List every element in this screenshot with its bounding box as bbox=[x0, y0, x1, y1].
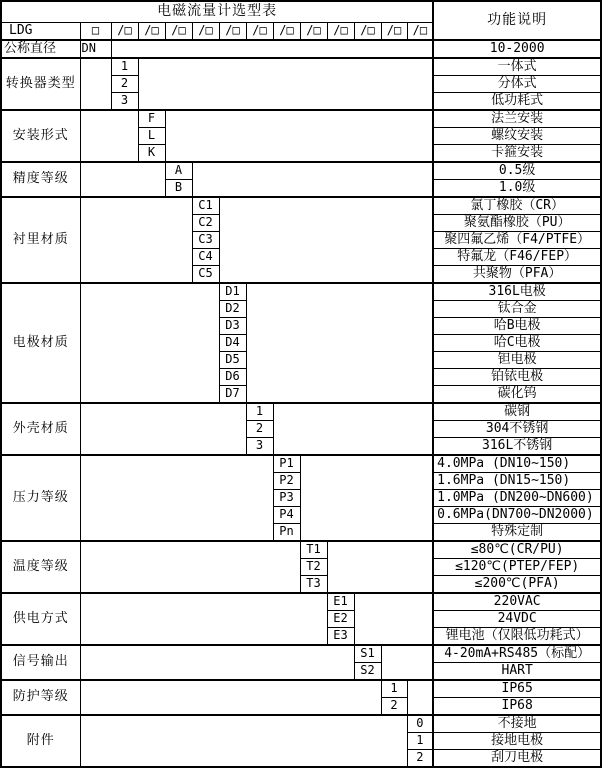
code-cell: 1 bbox=[381, 680, 407, 698]
section-label-installation-form: 安装形式 bbox=[1, 110, 80, 162]
code-cell: 1 bbox=[111, 58, 138, 76]
function-column-header: 功能说明 bbox=[433, 1, 601, 40]
code-cell: 2 bbox=[111, 75, 138, 92]
code-cell: K bbox=[138, 144, 165, 162]
desc-cell: 4.0MPa (DN10~150) bbox=[433, 455, 601, 473]
desc-cell: 钛合金 bbox=[433, 300, 601, 317]
desc-cell: 0.6MPa(DN700~DN2000) bbox=[433, 506, 601, 523]
code-cell: P2 bbox=[273, 472, 300, 489]
section-label-signal-output: 信号输出 bbox=[1, 645, 80, 680]
desc-cell: 螺纹安装 bbox=[433, 127, 601, 144]
code-cell: 2 bbox=[407, 749, 433, 767]
code-cell: E3 bbox=[327, 627, 354, 645]
section-label-nominal-diameter: 公称直径 bbox=[1, 40, 80, 58]
spacer bbox=[111, 40, 433, 58]
desc-cell: 聚四氟乙烯（F4/PTFE） bbox=[433, 231, 601, 248]
spacer bbox=[80, 455, 273, 541]
spacer bbox=[80, 715, 407, 767]
section-label-accessories: 附件 bbox=[1, 715, 80, 767]
spacer bbox=[80, 403, 246, 455]
spacer bbox=[80, 541, 300, 593]
spacer bbox=[80, 110, 138, 162]
code-cell: T3 bbox=[300, 575, 327, 593]
model-slot-box: /□ bbox=[138, 22, 165, 40]
code-cell: T1 bbox=[300, 541, 327, 559]
desc-cell: 铂铱电极 bbox=[433, 368, 601, 385]
model-slot-box: /□ bbox=[354, 22, 381, 40]
model-slot-box: /□ bbox=[300, 22, 327, 40]
code-cell: F bbox=[138, 110, 165, 128]
model-slot-box: /□ bbox=[111, 22, 138, 40]
code-cell: E2 bbox=[327, 610, 354, 627]
desc-cell: 接地电极 bbox=[433, 732, 601, 749]
code-cell: T2 bbox=[300, 558, 327, 575]
code-cell: D2 bbox=[219, 300, 246, 317]
spacer bbox=[273, 403, 433, 455]
section-label-converter-type: 转换器类型 bbox=[1, 58, 80, 110]
desc-cell: HART bbox=[433, 662, 601, 680]
code-cell: C2 bbox=[192, 214, 219, 231]
code-cell: D4 bbox=[219, 334, 246, 351]
desc-cell: 4-20mA+RS485（标配） bbox=[433, 645, 601, 663]
model-slot-box: /□ bbox=[327, 22, 354, 40]
model-slot-box: /□ bbox=[192, 22, 219, 40]
model-slot-box: /□ bbox=[219, 22, 246, 40]
model-slot-box: /□ bbox=[165, 22, 192, 40]
spacer bbox=[327, 541, 433, 593]
spacer bbox=[192, 162, 433, 197]
desc-cell: 卡箍安装 bbox=[433, 144, 601, 162]
desc-cell: 1.6MPa (DN15~150) bbox=[433, 472, 601, 489]
code-cell: 0 bbox=[407, 715, 433, 733]
code-cell: DN bbox=[80, 40, 111, 58]
code-cell: B bbox=[165, 179, 192, 197]
desc-cell: 锂电池（仅限低功耗式） bbox=[433, 627, 601, 645]
code-cell: P3 bbox=[273, 489, 300, 506]
code-cell: C5 bbox=[192, 265, 219, 283]
code-cell: E1 bbox=[327, 593, 354, 611]
desc-cell: ≤200℃(PFA) bbox=[433, 575, 601, 593]
code-cell: 2 bbox=[381, 697, 407, 715]
desc-cell: 24VDC bbox=[433, 610, 601, 627]
code-cell: L bbox=[138, 127, 165, 144]
desc-cell: 氯丁橡胶（CR） bbox=[433, 197, 601, 215]
desc-cell: ≤120℃(PTEP/FEP) bbox=[433, 558, 601, 575]
code-cell: D7 bbox=[219, 385, 246, 403]
code-cell: C1 bbox=[192, 197, 219, 215]
model-slot-box: /□ bbox=[407, 22, 433, 40]
model-slot-box: /□ bbox=[246, 22, 273, 40]
code-cell: D6 bbox=[219, 368, 246, 385]
desc-cell: 特殊定制 bbox=[433, 523, 601, 541]
desc-cell: 304不锈钢 bbox=[433, 420, 601, 437]
section-label-housing-material: 外壳材质 bbox=[1, 403, 80, 455]
spacer bbox=[165, 110, 433, 162]
desc-cell: IP68 bbox=[433, 697, 601, 715]
desc-cell: 一体式 bbox=[433, 58, 601, 76]
spacer bbox=[138, 58, 433, 110]
desc-cell: ≤80℃(CR/PU) bbox=[433, 541, 601, 559]
spacer bbox=[80, 162, 165, 197]
desc-cell: 刮刀电极 bbox=[433, 749, 601, 767]
desc-cell: 哈B电极 bbox=[433, 317, 601, 334]
code-cell: 1 bbox=[407, 732, 433, 749]
section-label-power-supply: 供电方式 bbox=[1, 593, 80, 645]
code-cell: C4 bbox=[192, 248, 219, 265]
code-cell: 3 bbox=[246, 437, 273, 455]
section-label-temperature-rating: 温度等级 bbox=[1, 541, 80, 593]
spacer bbox=[80, 197, 192, 283]
spacer bbox=[219, 197, 433, 283]
section-label-electrode-material: 电极材质 bbox=[1, 283, 80, 403]
table-title: 电磁流量计选型表 bbox=[1, 1, 433, 22]
code-cell: P1 bbox=[273, 455, 300, 473]
desc-cell: 不接地 bbox=[433, 715, 601, 733]
model-prefix: LDG bbox=[1, 22, 80, 40]
desc-cell: 特氟龙（F46/FEP） bbox=[433, 248, 601, 265]
code-cell: D1 bbox=[219, 283, 246, 301]
section-label-protection-rating: 防护等级 bbox=[1, 680, 80, 715]
code-cell: C3 bbox=[192, 231, 219, 248]
spacer bbox=[300, 455, 433, 541]
spacer bbox=[381, 645, 433, 680]
desc-cell: 0.5级 bbox=[433, 162, 601, 180]
code-cell: S2 bbox=[354, 662, 381, 680]
desc-cell: 分体式 bbox=[433, 75, 601, 92]
model-slot-box: /□ bbox=[273, 22, 300, 40]
spacer bbox=[354, 593, 433, 645]
desc-cell: 1.0级 bbox=[433, 179, 601, 197]
section-label-accuracy-class: 精度等级 bbox=[1, 162, 80, 197]
model-slot-box: /□ bbox=[381, 22, 407, 40]
section-label-pressure-rating: 压力等级 bbox=[1, 455, 80, 541]
spacer bbox=[80, 680, 381, 715]
spacer bbox=[407, 680, 433, 715]
desc-cell: 哈C电极 bbox=[433, 334, 601, 351]
desc-cell: 1.0MPa (DN200~DN600) bbox=[433, 489, 601, 506]
desc-cell: 10-2000 bbox=[433, 40, 601, 58]
section-label-lining-material: 衬里材质 bbox=[1, 197, 80, 283]
code-cell: S1 bbox=[354, 645, 381, 663]
model-digit-box: □ bbox=[80, 22, 111, 40]
code-cell: 3 bbox=[111, 92, 138, 110]
spacer bbox=[246, 283, 433, 403]
spacer bbox=[80, 593, 327, 645]
desc-cell: 316L不锈钢 bbox=[433, 437, 601, 455]
code-cell: D5 bbox=[219, 351, 246, 368]
spacer bbox=[80, 645, 354, 680]
desc-cell: 共聚物（PFA） bbox=[433, 265, 601, 283]
desc-cell: 低功耗式 bbox=[433, 92, 601, 110]
code-cell: Pn bbox=[273, 523, 300, 541]
code-cell: 1 bbox=[246, 403, 273, 421]
desc-cell: 钽电极 bbox=[433, 351, 601, 368]
desc-cell: 法兰安装 bbox=[433, 110, 601, 128]
code-cell: P4 bbox=[273, 506, 300, 523]
spacer bbox=[80, 58, 111, 110]
desc-cell: 220VAC bbox=[433, 593, 601, 611]
desc-cell: IP65 bbox=[433, 680, 601, 698]
code-cell: 2 bbox=[246, 420, 273, 437]
desc-cell: 316L电极 bbox=[433, 283, 601, 301]
desc-cell: 碳化钨 bbox=[433, 385, 601, 403]
desc-cell: 碳钢 bbox=[433, 403, 601, 421]
code-cell: A bbox=[165, 162, 192, 180]
spacer bbox=[80, 283, 219, 403]
code-cell: D3 bbox=[219, 317, 246, 334]
desc-cell: 聚氨酯橡胶（PU） bbox=[433, 214, 601, 231]
